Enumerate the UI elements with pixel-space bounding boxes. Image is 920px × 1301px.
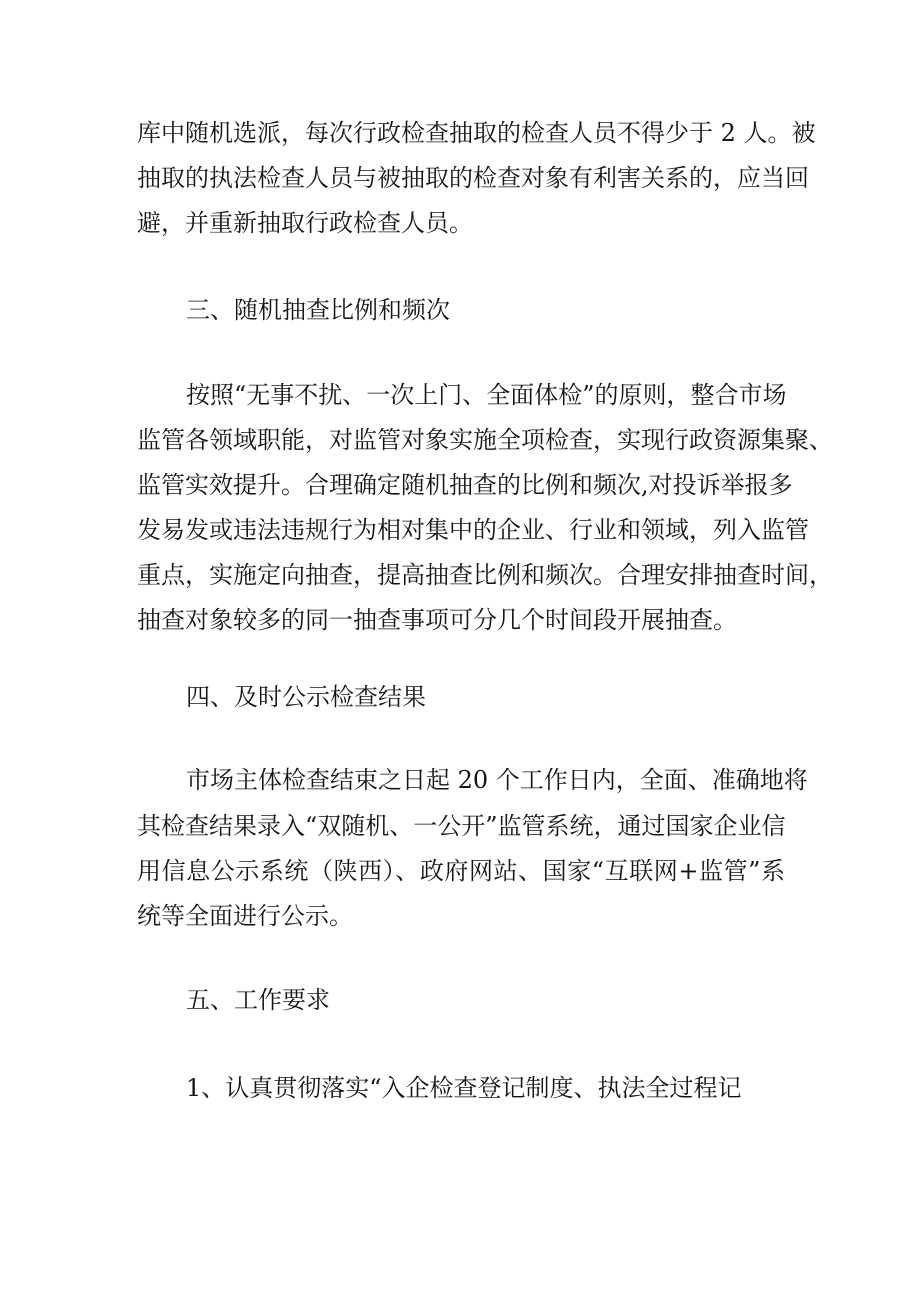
paragraph-line: 库中随机选派，每次行政检查抽取的检查人员不得少于 2 人。被 (137, 119, 816, 147)
paragraph-line: 重点，实施定向抽查，提高抽查比例和频次。合理安排抽查时间， (137, 561, 833, 589)
paragraph-line: 抽查对象较多的同一抽查事项可分几个时间段开展抽查。 (137, 606, 737, 634)
paragraph-line: 监管各领域职能，对监管对象实施全项检查，实现行政资源集聚、 (137, 426, 833, 454)
section-heading: 五、工作要求 (186, 986, 330, 1014)
paragraph-line: 市场主体检查结束之日起 20 个工作日内，全面、准确地将 (186, 766, 808, 794)
paragraph-line: 统等全面进行公示。 (137, 902, 353, 930)
paragraph-line: 1、认真贯彻落实“入企检查登记制度、执法全过程记 (186, 1074, 742, 1102)
paragraph-line: 避，并重新抽取行政检查人员。 (137, 209, 473, 237)
paragraph-line: 其检查结果录入“双随机、一公开”监管系统，通过国家企业信 (137, 812, 786, 840)
paragraph-line: 发易发或违法违规行为相对集中的企业、行业和领域，列入监管 (137, 516, 809, 544)
paragraph-line: 抽取的执法检查人员与被抽取的检查对象有利害关系的，应当回 (137, 164, 809, 192)
section-heading: 四、及时公示检查结果 (186, 683, 426, 711)
section-heading: 三、随机抽查比例和频次 (186, 296, 450, 324)
paragraph-line: 监管实效提升。合理确定随机抽查的比例和频次,对投诉举报多 (137, 471, 793, 499)
paragraph-line: 按照“无事不扰、一次上门、全面体检”的原则，整合市场 (186, 381, 787, 409)
paragraph-line: 用信息公示系统（陕西）、政府网站、国家“互联网+监管”系 (137, 857, 785, 885)
